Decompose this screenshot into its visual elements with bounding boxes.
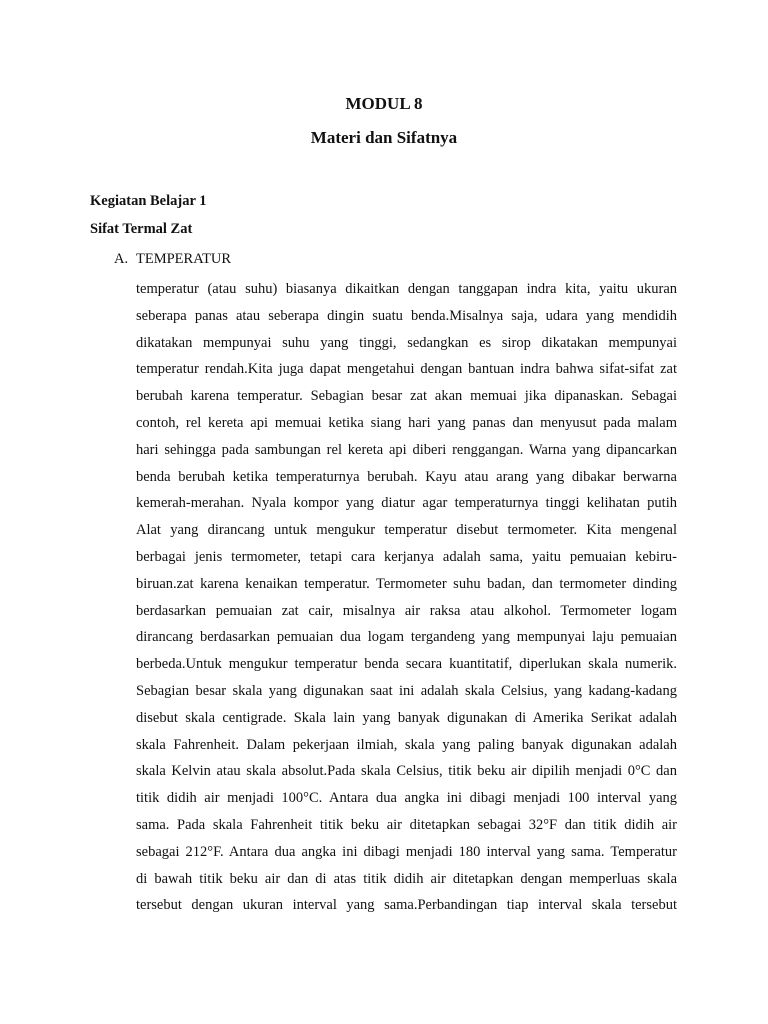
paragraph-line: seberapa panas atau seberapa dingin suatu benda.Misalnya saja, udara yang mendidih	[136, 307, 677, 324]
paragraph-line: sebagai 212°F. Antara dua angka ini dibagi menjadi 180 interval yang sama. Temperatur	[136, 843, 677, 860]
paragraph-line: dirancang berdasarkan pemuaian dua logam tergandeng yang mempunyai laju pemuaian	[136, 629, 677, 646]
body-paragraph	[136, 280, 677, 923]
section-letter: A.	[114, 251, 129, 267]
paragraph-line: di bawah titik beku air dan di atas titik didih air ditetapkan dengan memperluas skala	[136, 870, 677, 887]
paragraph-line: sama. Pada skala Fahrenheit titik beku air ditetapkan sebagai 32°F dan titik didih air	[136, 816, 677, 833]
paragraph-line: temperatur (atau suhu) biasanya dikaitkan dengan tanggapan indra kita, yaitu ukuran	[136, 281, 677, 297]
paragraph-line: Alat yang dirancang untuk mengukur temperatur disebut termometer. Kita mengenal	[136, 522, 677, 539]
module-title: MODUL 8	[345, 94, 423, 113]
paragraph-line: berbeda.Untuk mengukur temperatur benda secara kuantitatif, diperlukan skala numerik.	[136, 656, 677, 673]
paragraph-line: Sebagian besar skala yang digunakan saat ini adalah skala Celsius, yang kadang-kadang	[136, 682, 677, 699]
activity-heading: Kegiatan Belajar 1	[90, 193, 207, 209]
paragraph-line: hari sehingga pada sambungan rel kereta api diberi renggangan. Warna yang dipancarkan	[136, 441, 677, 458]
paragraph-line: skala Fahrenheit. Dalam pekerjaan ilmiah, skala yang paling banyak digunakan adalah	[136, 736, 677, 753]
section-heading	[114, 250, 231, 268]
paragraph-line: skala Kelvin atau skala absolut.Pada skala Celsius, titik beku air dipilih menjadi 0°C dan	[136, 763, 677, 780]
module-subtitle: Materi dan Sifatnya	[310, 128, 458, 147]
paragraph-line: biruan.zat karena kenaikan temperatur. Termometer suhu badan, dan termometer dinding	[136, 575, 677, 592]
paragraph-line: kemerah-merahan. Nyala kompor yang diatur agar temperaturnya tinggi kelihatan putih	[136, 495, 677, 512]
paragraph-line: dikatakan mempunyai suhu yang tinggi, sedangkan es sirop dikatakan mempunyai	[136, 334, 677, 351]
topic-heading: Sifat Termal Zat	[90, 221, 193, 237]
paragraph-line: tersebut dengan ukuran interval yang sama.Perbandingan tiap interval skala tersebut	[136, 897, 677, 914]
section-title: TEMPERATUR	[136, 251, 232, 267]
paragraph-line: berdasarkan pemuaian zat cair, misalnya air raksa atau alkohol. Termometer logam	[136, 602, 677, 619]
paragraph-line: berubah karena temperatur. Sebagian besar zat akan memuai jika dipanaskan. Sebagai	[136, 388, 677, 405]
paragraph-line: disebut skala centigrade. Skala lain yang banyak digunakan di Amerika Serikat adalah	[136, 709, 677, 726]
paragraph-line: titik didih air menjadi 100°C. Antara dua angka ini dibagi menjadi 100 interval yang	[136, 790, 677, 807]
paragraph-line: berbagai jenis termometer, tetapi cara kerjanya adalah sama, yaitu pemuaian kebiru-	[136, 548, 677, 565]
paragraph-line: benda berubah ketika temperaturnya berubah. Kayu atau arang yang dibakar berwarna	[136, 468, 677, 485]
paragraph-line: temperatur rendah.Kita juga dapat mengetahui dengan bantuan indra bahwa sifat-sifat zat	[136, 361, 677, 378]
paragraph-line: contoh, rel kereta api memuai ketika siang hari yang panas dan menyusut pada malam	[136, 414, 677, 431]
